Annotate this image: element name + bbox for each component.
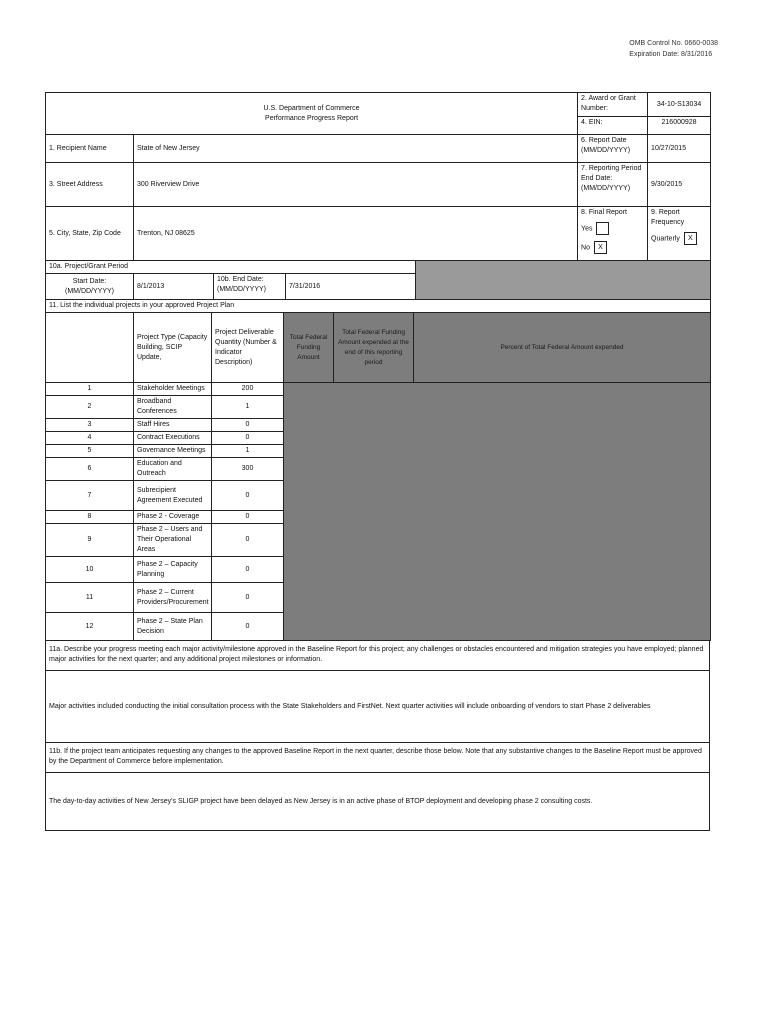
- project-type: Contract Executions: [134, 432, 212, 445]
- project-type: Education and Outreach: [134, 458, 212, 481]
- project-deliverable-header: Project Deliverable Quantity (Number & Indicator Description): [212, 313, 284, 383]
- project-type: Stakeholder Meetings: [134, 383, 212, 396]
- project-deliverable-quantity: 0: [212, 613, 284, 641]
- start-date-label: Start Date: (MM/DD/YYYY): [46, 274, 134, 300]
- award-number-value: 34-10-S13034: [648, 93, 711, 117]
- final-report-label: 8. Final Report: [581, 209, 627, 216]
- project-deliverable-quantity: 300: [212, 458, 284, 481]
- funding-shaded-area: [284, 383, 711, 641]
- project-number: 4: [46, 432, 134, 445]
- omb-block: [629, 38, 718, 60]
- project-number: 3: [46, 419, 134, 432]
- project-type: Phase 2 – Capacity Planning: [134, 557, 212, 583]
- reporting-period-value: 9/30/2015: [648, 163, 711, 207]
- project-deliverable-quantity: 1: [212, 445, 284, 458]
- project-period-shaded: [416, 261, 711, 300]
- report-frequency-value: Quarterly: [651, 235, 680, 243]
- percent-expended-header: Percent of Total Federal Amount expended: [414, 313, 711, 383]
- final-report-cell: [578, 207, 648, 261]
- project-deliverable-quantity: 0: [212, 481, 284, 511]
- award-number-label: 2. Award or Grant Number:: [578, 93, 648, 117]
- report-date-value: 10/27/2015: [648, 135, 711, 163]
- project-period-label: 10a. Project/Grant Period: [46, 261, 416, 274]
- project-type: Broadband Conferences: [134, 396, 212, 419]
- section-11a-prompt: 11a. Describe your progress meeting each major activity/milestone approved in the Baseline Report for this project; any challenges or obstacles encountered and mitigation strategies you have employed; planned major activities for the next quarter; and any additional project milestones or information.: [46, 641, 710, 671]
- section-11a-answer: Major activities included conducting the initial consultation process with the State Stakeholders and FirstNet. Next quarter activities will include onboarding of vendors to start Phase 2 deliverables: [46, 671, 710, 743]
- recipient-name-label: 1. Recipient Name: [46, 135, 134, 163]
- project-number: 2: [46, 396, 134, 419]
- report-title: Performance Progress Report: [265, 114, 359, 122]
- omb-expiration-date: Expiration Date: 8/31/2016: [629, 51, 713, 58]
- project-type: Phase 2 – Current Providers/Procurement: [134, 583, 212, 613]
- project-type: Governance Meetings: [134, 445, 212, 458]
- project-number: 8: [46, 511, 134, 524]
- report-date-label: 6. Report Date (MM/DD/YYYY): [578, 135, 648, 163]
- performance-progress-report-form: [45, 92, 710, 831]
- project-number: 7: [46, 481, 134, 511]
- project-number: 1: [46, 383, 134, 396]
- ein-label: 4. EIN:: [578, 117, 648, 135]
- project-number-header: [46, 313, 134, 383]
- report-header-table: [45, 92, 711, 300]
- project-number: 12: [46, 613, 134, 641]
- project-row: [46, 383, 711, 396]
- project-type: Phase 2 – Users and Their Operational Areas: [134, 524, 212, 557]
- project-number: 9: [46, 524, 134, 557]
- final-report-yes-label: Yes: [581, 225, 593, 233]
- narrative-table: [45, 640, 710, 831]
- project-type: Staff Hires: [134, 419, 212, 432]
- start-date-value: 8/1/2013: [134, 274, 214, 300]
- final-report-no-checkbox[interactable]: X: [594, 241, 607, 254]
- project-deliverable-quantity: 0: [212, 557, 284, 583]
- agency-name: U.S. Department of Commerce: [263, 104, 360, 112]
- street-address-value: 300 Riverview Drive: [134, 163, 578, 207]
- project-deliverable-quantity: 0: [212, 583, 284, 613]
- ein-value: 216000928: [648, 117, 711, 135]
- projects-list-label: 11. List the individual projects in your approved Project Plan: [46, 300, 711, 313]
- project-number: 5: [46, 445, 134, 458]
- project-type: Phase 2 - Coverage: [134, 511, 212, 524]
- city-state-zip-value: Trenton, NJ 08625: [134, 207, 578, 261]
- end-date-label: 10b. End Date: (MM/DD/YYYY): [214, 274, 286, 300]
- section-11b-answer: The day-to-day activities of New Jersey's SLIGP project have been delayed as New Jersey is in an active phase of BTOP deployment and developing phase 2 consulting costs.: [46, 773, 710, 831]
- project-number: 10: [46, 557, 134, 583]
- project-deliverable-quantity: 0: [212, 419, 284, 432]
- reporting-period-label: 7. Reporting Period End Date: (MM/DD/YYYY): [578, 163, 648, 207]
- final-report-yes-checkbox[interactable]: [596, 222, 609, 235]
- projects-table: [45, 299, 711, 641]
- project-deliverable-quantity: 1: [212, 396, 284, 419]
- omb-control-number: OMB Control No. 0660-0038: [629, 40, 718, 47]
- street-address-label: 3. Street Address: [46, 163, 134, 207]
- end-date-value: 7/31/2016: [286, 274, 416, 300]
- report-title-cell: [46, 93, 578, 135]
- report-frequency-checkbox[interactable]: X: [684, 232, 697, 245]
- total-funding-header: Total Federal Funding Amount: [284, 313, 334, 383]
- project-type: Subrecipient Agreement Executed: [134, 481, 212, 511]
- project-deliverable-quantity: 0: [212, 524, 284, 557]
- project-deliverable-quantity: 200: [212, 383, 284, 396]
- report-frequency-label: 9. Report Frequency: [651, 209, 685, 226]
- project-deliverable-quantity: 0: [212, 432, 284, 445]
- project-type-header: Project Type (Capacity Building, SCIP Update,: [134, 313, 212, 383]
- project-type: Phase 2 – State Plan Decision: [134, 613, 212, 641]
- city-state-zip-label: 5. City, State, Zip Code: [46, 207, 134, 261]
- project-rows: [46, 383, 711, 641]
- project-number: 11: [46, 583, 134, 613]
- recipient-name-value: State of New Jersey: [134, 135, 578, 163]
- final-report-no-label: No: [581, 244, 590, 252]
- funding-expended-header: Total Federal Funding Amount expended at the end of this reporting period: [334, 313, 414, 383]
- section-11b-prompt: 11b. If the project team anticipates requesting any changes to the approved Baseline Report in the next quarter, describe those below. Note that any substantive changes to the Baseline Report must be approved by the Department of Commerce before implementation.: [46, 743, 710, 773]
- project-deliverable-quantity: 0: [212, 511, 284, 524]
- project-number: 6: [46, 458, 134, 481]
- report-frequency-cell: [648, 207, 711, 261]
